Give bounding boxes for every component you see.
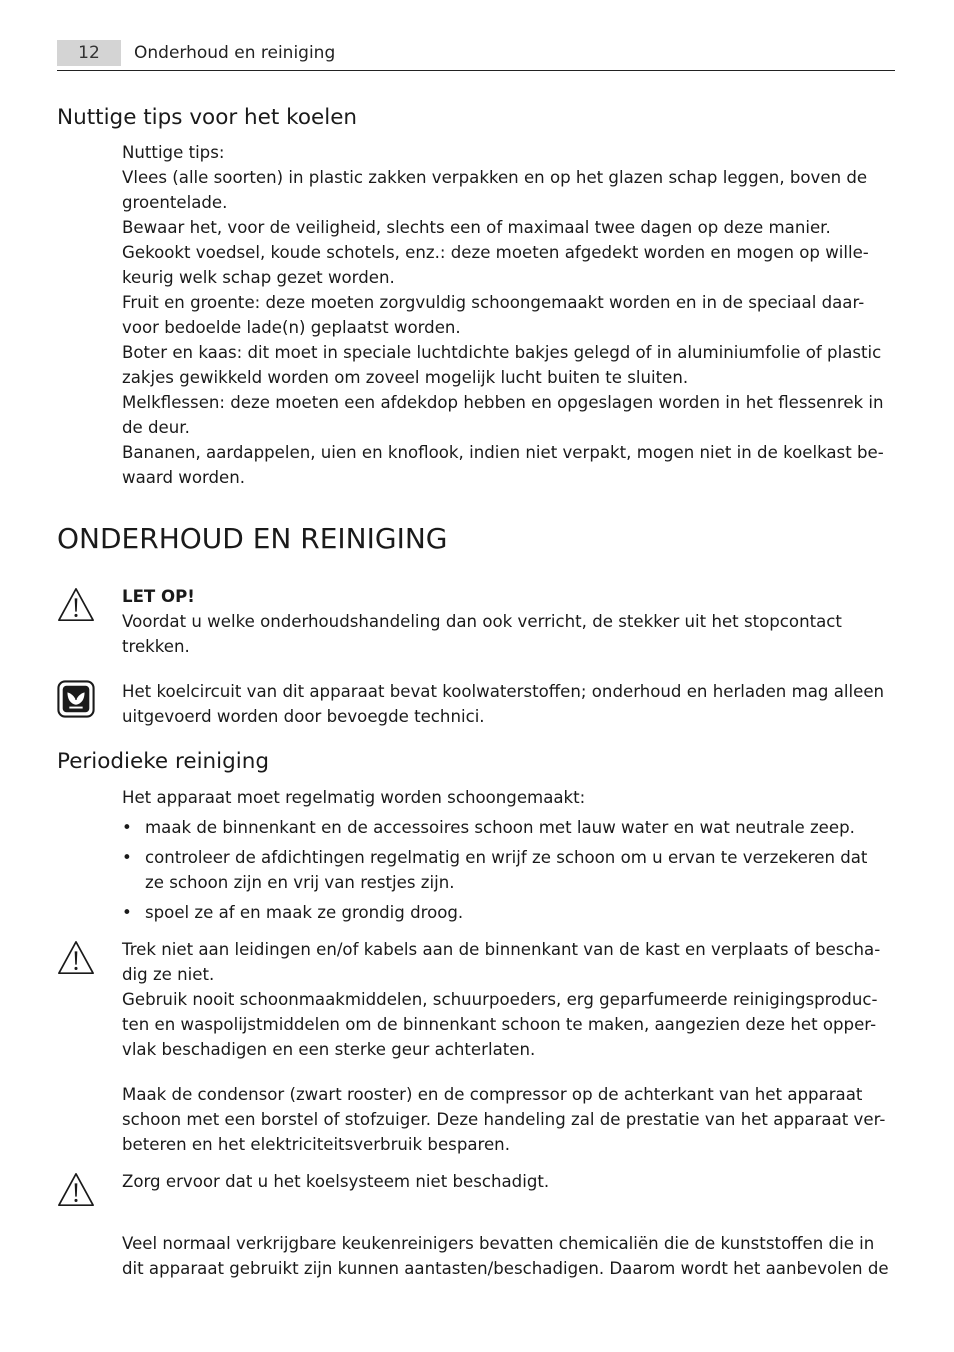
text-line: trekken. bbox=[122, 637, 190, 656]
text-line: vlak beschadigen en een sterke geur achterlaten. bbox=[122, 1040, 536, 1059]
text-line: Boter en kaas: dit moet in speciale luchtdichte bakjes gelegd of in aluminiumfolie of plastic bbox=[122, 343, 882, 362]
text-line: de deur. bbox=[122, 418, 190, 437]
periodic-intro: Het apparaat moet regelmatig worden schoongemaakt: bbox=[122, 788, 586, 807]
text-line: ten en waspolijstmiddelen om de binnenkant schoon te maken, aangezien deze het opper- bbox=[122, 1015, 877, 1034]
warning-triangle-icon bbox=[57, 939, 95, 977]
text-line: waard worden. bbox=[122, 468, 246, 487]
text-line: Bananen, aardappelen, uien en knoflook, indien niet verpakt, mogen niet in de koelkast be- bbox=[122, 443, 884, 462]
text-line: maak de binnenkant en de accessoires schoon met lauw water en wat neutrale zeep. bbox=[145, 818, 855, 837]
text-line: Gebruik nooit schoonmaakmiddelen, schuurpoeders, erg geparfumeerde reinigingsproduc- bbox=[122, 990, 878, 1009]
cooling-tips-text bbox=[122, 140, 897, 490]
caution-block bbox=[122, 584, 897, 659]
section-heading-cooling-tips: Nuttige tips voor het koelen bbox=[57, 105, 358, 130]
environment-icon bbox=[57, 680, 95, 718]
warning-triangle-icon bbox=[57, 1171, 95, 1209]
text-line: groentelade. bbox=[122, 193, 228, 212]
text-line: Maak de condensor (zwart rooster) en de compressor op de achterkant van het apparaat bbox=[122, 1085, 863, 1104]
text-line: Vlees (alle soorten) in plastic zakken verpakken en op het glazen schap leggen, boven de bbox=[122, 168, 868, 187]
condenser-text bbox=[122, 1082, 897, 1157]
text-line: dit apparaat gebruikt zijn kunnen aantasten/beschadigen. Daarom wordt het aanbevolen de bbox=[122, 1259, 889, 1278]
bullet-icon: • bbox=[122, 818, 132, 837]
warning-cables-text bbox=[122, 937, 897, 1062]
warning-system-text bbox=[122, 1169, 897, 1194]
text-line: spoel ze af en maak ze grondig droog. bbox=[145, 903, 464, 922]
text-line: Fruit en groente: deze moeten zorgvuldig schoongemaakt worden en in de speciaal daar- bbox=[122, 293, 865, 312]
running-header: Onderhoud en reiniging bbox=[134, 43, 336, 63]
bullet-icon: • bbox=[122, 903, 132, 922]
text-line: Bewaar het, voor de veiligheid, slechts een of maximaal twee dagen op deze manier. bbox=[122, 218, 831, 237]
bullet-icon: • bbox=[122, 848, 132, 867]
text-line: Het koelcircuit van dit apparaat bevat koolwaterstoffen; onderhoud en herladen mag alleen bbox=[122, 682, 885, 701]
cleaners-text bbox=[122, 1231, 897, 1281]
text-line: schoon met een borstel of stofzuiger. Deze handeling zal de prestatie van het apparaat ver- bbox=[122, 1110, 886, 1129]
cleaning-steps-list bbox=[122, 815, 897, 925]
caution-title: LET OP! bbox=[122, 587, 195, 606]
text-line: controleer de afdichtingen regelmatig en wrijf ze schoon om u ervan te verzekeren dat bbox=[145, 848, 868, 867]
header-divider bbox=[57, 70, 895, 71]
list-item bbox=[122, 815, 897, 840]
list-item bbox=[122, 845, 897, 895]
text-line: Veel normaal verkrijgbare keukenreinigers bevatten chemicaliën die de kunststoffen die in bbox=[122, 1234, 875, 1253]
text-line: keurig welk schap gezet worden. bbox=[122, 268, 395, 287]
text-line: beteren en het elektriciteitsverbruik besparen. bbox=[122, 1135, 510, 1154]
section-heading-periodic-cleaning: Periodieke reiniging bbox=[57, 749, 270, 774]
page-title: ONDERHOUD EN REINIGING bbox=[57, 522, 448, 555]
text-line: Melkflessen: deze moeten een afdekdop hebben en opgeslagen worden in het flessenrek in bbox=[122, 393, 884, 412]
text-line: voor bedoelde lade(n) geplaatst worden. bbox=[122, 318, 461, 337]
text-line: Trek niet aan leidingen en/of kabels aan de binnenkant van de kast en verplaats of bescha- bbox=[122, 940, 881, 959]
text-line: Gekookt voedsel, koude schotels, enz.: deze moeten afgedekt worden en mogen op wille- bbox=[122, 243, 869, 262]
text-line: Nuttige tips: bbox=[122, 143, 225, 162]
text-line: Voordat u welke onderhoudshandeling dan ook verricht, de stekker uit het stopcontact bbox=[122, 612, 842, 631]
text-line: zakjes gewikkeld worden om zoveel mogelijk lucht buiten te sluiten. bbox=[122, 368, 689, 387]
text-line: Zorg ervoor dat u het koelsysteem niet beschadigt. bbox=[122, 1172, 550, 1191]
text-line: dig ze niet. bbox=[122, 965, 215, 984]
text-line: ze schoon zijn en vrij van restjes zijn. bbox=[145, 873, 455, 892]
hydrocarbon-note bbox=[122, 679, 897, 729]
warning-triangle-icon bbox=[57, 586, 95, 624]
list-item bbox=[122, 900, 897, 925]
page-number: 12 bbox=[57, 40, 121, 66]
text-line: uitgevoerd worden door bevoegde technici. bbox=[122, 707, 485, 726]
